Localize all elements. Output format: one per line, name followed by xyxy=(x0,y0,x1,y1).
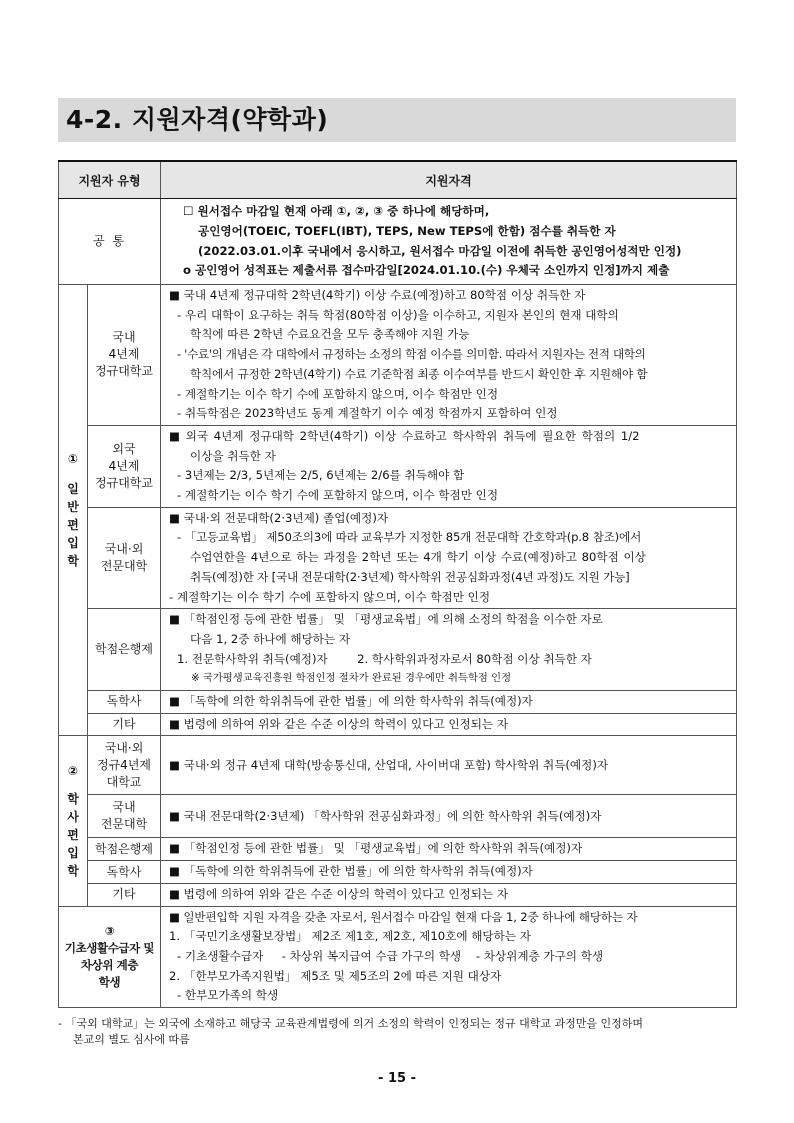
content-other: ■ 법령에 의하여 위와 같은 수준 이상의 학력이 있다고 인정되는 자 xyxy=(161,713,737,736)
table-row xyxy=(59,736,737,795)
table-row xyxy=(59,609,737,691)
content-credit-bank: ■ 「학점인정 등에 관한 법률」 및 「평생교육법」에 의해 소정의 학점을 이수한 자로 다음 1, 2중 하나에 해당하는 자 1. 전문학사학위 취득(예정)자 2. 학사학위과정자로서 80학점 이상 취득한 자 ※ 국가평생교육진흥원 학점인정 절차가 완료된 경우에만 취득학점 인정 xyxy=(161,609,737,691)
common-label: 공 통 xyxy=(59,199,161,285)
content-low-income: ■ 일반편입학 지원 자격을 갖춘 자로서, 원서접수 마감일 현재 다음 1, 2중 하나에 해당하는 자 1. 「국민기초생활보장법」 제2조 제1호, 제2호, 제10호에 해당하는 자 - 기초생활수급자 - 차상위 복지급여 수급 가구의 학생 - 차상위계층 가구의 학생 2. 「한부모가족지원법」 제5조 및 제5조의 2에 따른 지원 대상자 - 한부모가족의 학생 xyxy=(161,906,737,1008)
footnote xyxy=(58,1016,748,1048)
common-row xyxy=(59,199,737,285)
table-row xyxy=(59,691,737,714)
group2-label: ② 학 사 편 입 학 xyxy=(59,736,88,906)
group2-num: ② xyxy=(67,764,79,779)
table-row xyxy=(59,507,737,609)
footnote-line: 본교의 별도 심사에 따름 xyxy=(73,1033,190,1046)
content-other-2: ■ 법령에 의하여 위와 같은 수준 이상의 학력이 있다고 인정되는 자 xyxy=(161,883,737,906)
content-credit-bank-2: ■ 「학점인정 등에 관한 법률」 및 「평생교육법」에 의한 학사학위 취득(예정)자 xyxy=(161,838,737,861)
header-applicant-type: 지원자 유형 xyxy=(59,161,161,199)
table-row xyxy=(59,906,737,1008)
table-row xyxy=(59,838,737,861)
group1-label: ① 일 반 편 입 학 xyxy=(59,285,88,736)
content-self-study-2: ■ 「독학에 의한 학위취득에 관한 법률」에 의한 학사학위 취득(예정)자 xyxy=(161,861,737,884)
common-line: ☐ 원서접수 마감일 현재 아래 ①, ②, ③ 중 하나에 해당하며, xyxy=(183,204,490,219)
group1-num: ① xyxy=(67,452,79,467)
table-row xyxy=(59,883,737,906)
table-row xyxy=(59,713,737,736)
eligibility-table xyxy=(58,160,737,1008)
content-junior-college: ■ 국내·외 전문대학(2·3년제) 졸업(예정)자 - 「고등교육법」 제50조의3에 따라 교육부가 지정한 85개 전문대학 간호학과(p.8 참조)에서 수업연한을 4년으로 하는 과정을 2학년 또는 4개 학기 이상 수료(예정)하고 80학점 이상 취득(예정)한 자 [국내 전문대학(2·3년제) 학사학위 전공심화과정(4년 과정)도 지원 가능] - 계절학기는 이수 학기 수에 포함하지 않으며, 이수 학점만 인정 xyxy=(161,507,737,609)
footnote-line: - 「국외 대학교」는 외국에 소재하고 해당국 교육관계법령에 의거 소정의 학력이 인정되는 정규 대학교 과정만을 인정하며 xyxy=(58,1017,643,1030)
category-regular-4yr: 국내·외 정규4년제 대학교 xyxy=(88,736,161,795)
common-line: (2022.03.01.이후 국내에서 응시하고, 원서접수 마감일 이전에 취득한 공인영어성적만 인정) xyxy=(198,243,682,258)
table-row xyxy=(59,425,737,507)
content-regular-4yr: ■ 국내·외 정규 4년제 대학(방송통신대, 산업대, 사이버대 포함) 학사학위 취득(예정)자 xyxy=(161,736,737,795)
category-other: 기타 xyxy=(88,713,161,736)
section-title: 4-2. 지원자격(약학과) xyxy=(66,105,329,134)
category-credit-bank: 학점은행제 xyxy=(88,609,161,691)
category-other-2: 기타 xyxy=(88,883,161,906)
category-foreign-4yr: 외국 4년제 정규대학교 xyxy=(88,425,161,507)
content-foreign-4yr: ■ 외국 4년제 정규대학 2학년(4학기) 이상 수료하고 학사학위 취득에 필요한 학점의 1/2 이상을 취득한 자 - 3년제는 2/3, 5년제는 2/5, 6년제는 2/6를 취득해야 함 - 계절학기는 이수 학기 수에 포함하지 않으며, 이수 학점만 인정 xyxy=(161,425,737,507)
category-junior-college: 국내·외 전문대학 xyxy=(88,507,161,609)
category-self-study-2: 독학사 xyxy=(88,861,161,884)
category-domestic-4yr: 국내 4년제 정규대학교 xyxy=(88,285,161,426)
common-content xyxy=(161,199,737,285)
content-domestic-4yr: ■ 국내 4년제 정규대학 2학년(4학기) 이상 수료(예정)하고 80학점 이상 취득한 자 - 우리 대학이 요구하는 취득 학점(80학점 이상)을 이수하고, 지원자 본인의 현재 대학의 학칙에 따른 2학년 수료요건을 모두 충족해야 지원 가능 - '수료'의 개념은 각 대학에서 규정하는 소정의 학점 이수를 의미함. 따라서 지원자는 전적 대학의 학칙에서 규정한 2학년(4학기) 수료 기준학점 최종 이수여부를 반드시 확인한 후 지원해야 함 - 계절학기는 이수 학기 수에 포함하지 않으며, 이수 학점만 인정 - 취득학점은 2023학년도 동계 계절학기 이수 예정 학점까지 포함하여 인정 xyxy=(161,285,737,426)
content-self-study: ■ 「독학에 의한 학위취득에 관한 법률」에 의한 학사학위 취득(예정)자 xyxy=(161,691,737,714)
content-domestic-junior: ■ 국내 전문대학(2·3년제) 「학사학위 전공심화과정」에 의한 학사학위 취득(예정)자 xyxy=(161,795,737,838)
header-qualification: 지원자격 xyxy=(161,161,737,199)
table-header-row xyxy=(59,161,737,199)
category-self-study: 독학사 xyxy=(88,691,161,714)
common-line: o 공인영어 성적표는 제출서류 접수마감일[2024.01.10.(수) 우체국 소인까지 인정]까지 제출 xyxy=(183,263,670,278)
table-row xyxy=(59,795,737,838)
table-row xyxy=(59,285,737,426)
group3-label: ③ 기초생활수급자 및 차상위 계층 학생 xyxy=(59,906,161,1008)
section-title-bar xyxy=(58,98,736,142)
category-credit-bank-2: 학점은행제 xyxy=(88,838,161,861)
page-number: - 15 - xyxy=(378,1071,416,1086)
common-line: 공인영어(TOEIC, TOEFL(IBT), TEPS, New TEPS에 한함) 점수를 취득한 자 xyxy=(198,223,616,238)
table-row xyxy=(59,861,737,884)
category-domestic-junior: 국내 전문대학 xyxy=(88,795,161,838)
